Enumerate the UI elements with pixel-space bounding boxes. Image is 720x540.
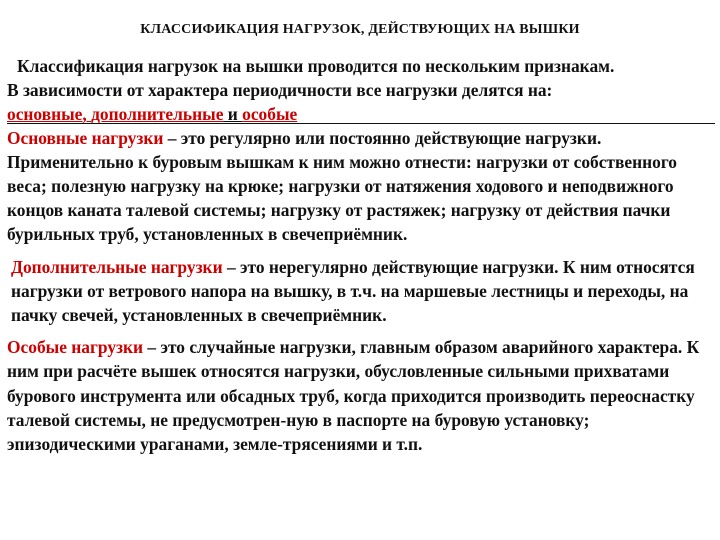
term-additional: Дополнительные нагрузки: [11, 256, 223, 277]
intro-line-2: В зависимости от характера периодичности все нагрузки делятся на:: [7, 80, 553, 101]
type-basic: основные: [7, 104, 83, 125]
type-sep-2: и: [223, 104, 243, 125]
type-special: особые: [242, 104, 298, 125]
type-additional: дополнительные: [91, 104, 224, 125]
text-basic: – это регулярно или постоянно действующие нагрузки. Применительно к буровым вышкам к ним можно отнести: нагрузки от собственного веса; полезную нагрузку на крюке; нагрузки от натяжения ходового и неподвижного концов каната талевой системы; нагрузку от растяжек; нагрузку от действия пачки бурильных труб, установленных в свечеприёмник.: [7, 127, 677, 245]
section-additional: [7, 255, 715, 328]
text-additional: – это нерегулярно действующие нагрузки. К ним относятся нагрузки от ветрового напора на вышку, в т.ч. на маршевые лестницы и переходы, на пачку свечей, установленных в свечеприёмник.: [11, 256, 695, 326]
section-special: [7, 335, 715, 456]
type-sep-1: ,: [82, 104, 92, 125]
page-title: КЛАССИФИКАЦИЯ НАГРУЗОК, ДЕЙСТВУЮЩИХ НА ВЫШКИ: [140, 22, 580, 37]
term-basic: Основные нагрузки: [7, 127, 164, 148]
section-basic: [7, 126, 715, 247]
term-special: Особые нагрузки: [7, 337, 144, 358]
intro-line-1: Классификация нагрузок на вышки проводится по нескольким признакам.: [17, 56, 615, 76]
text-special: – это случайные нагрузки, главным образом аварийного характера. К ним при расчёте вышек относятся нагрузки, обусловленные сильными прихватами бурового инструмента или обсадных труб, когда приходится производить переоснастку талевой системы, не предусмотрен-ную в паспорте на буровую установку; эпизодическими ураганами, земле-трясениями и т.п.: [7, 337, 700, 455]
document-body: [7, 54, 715, 456]
